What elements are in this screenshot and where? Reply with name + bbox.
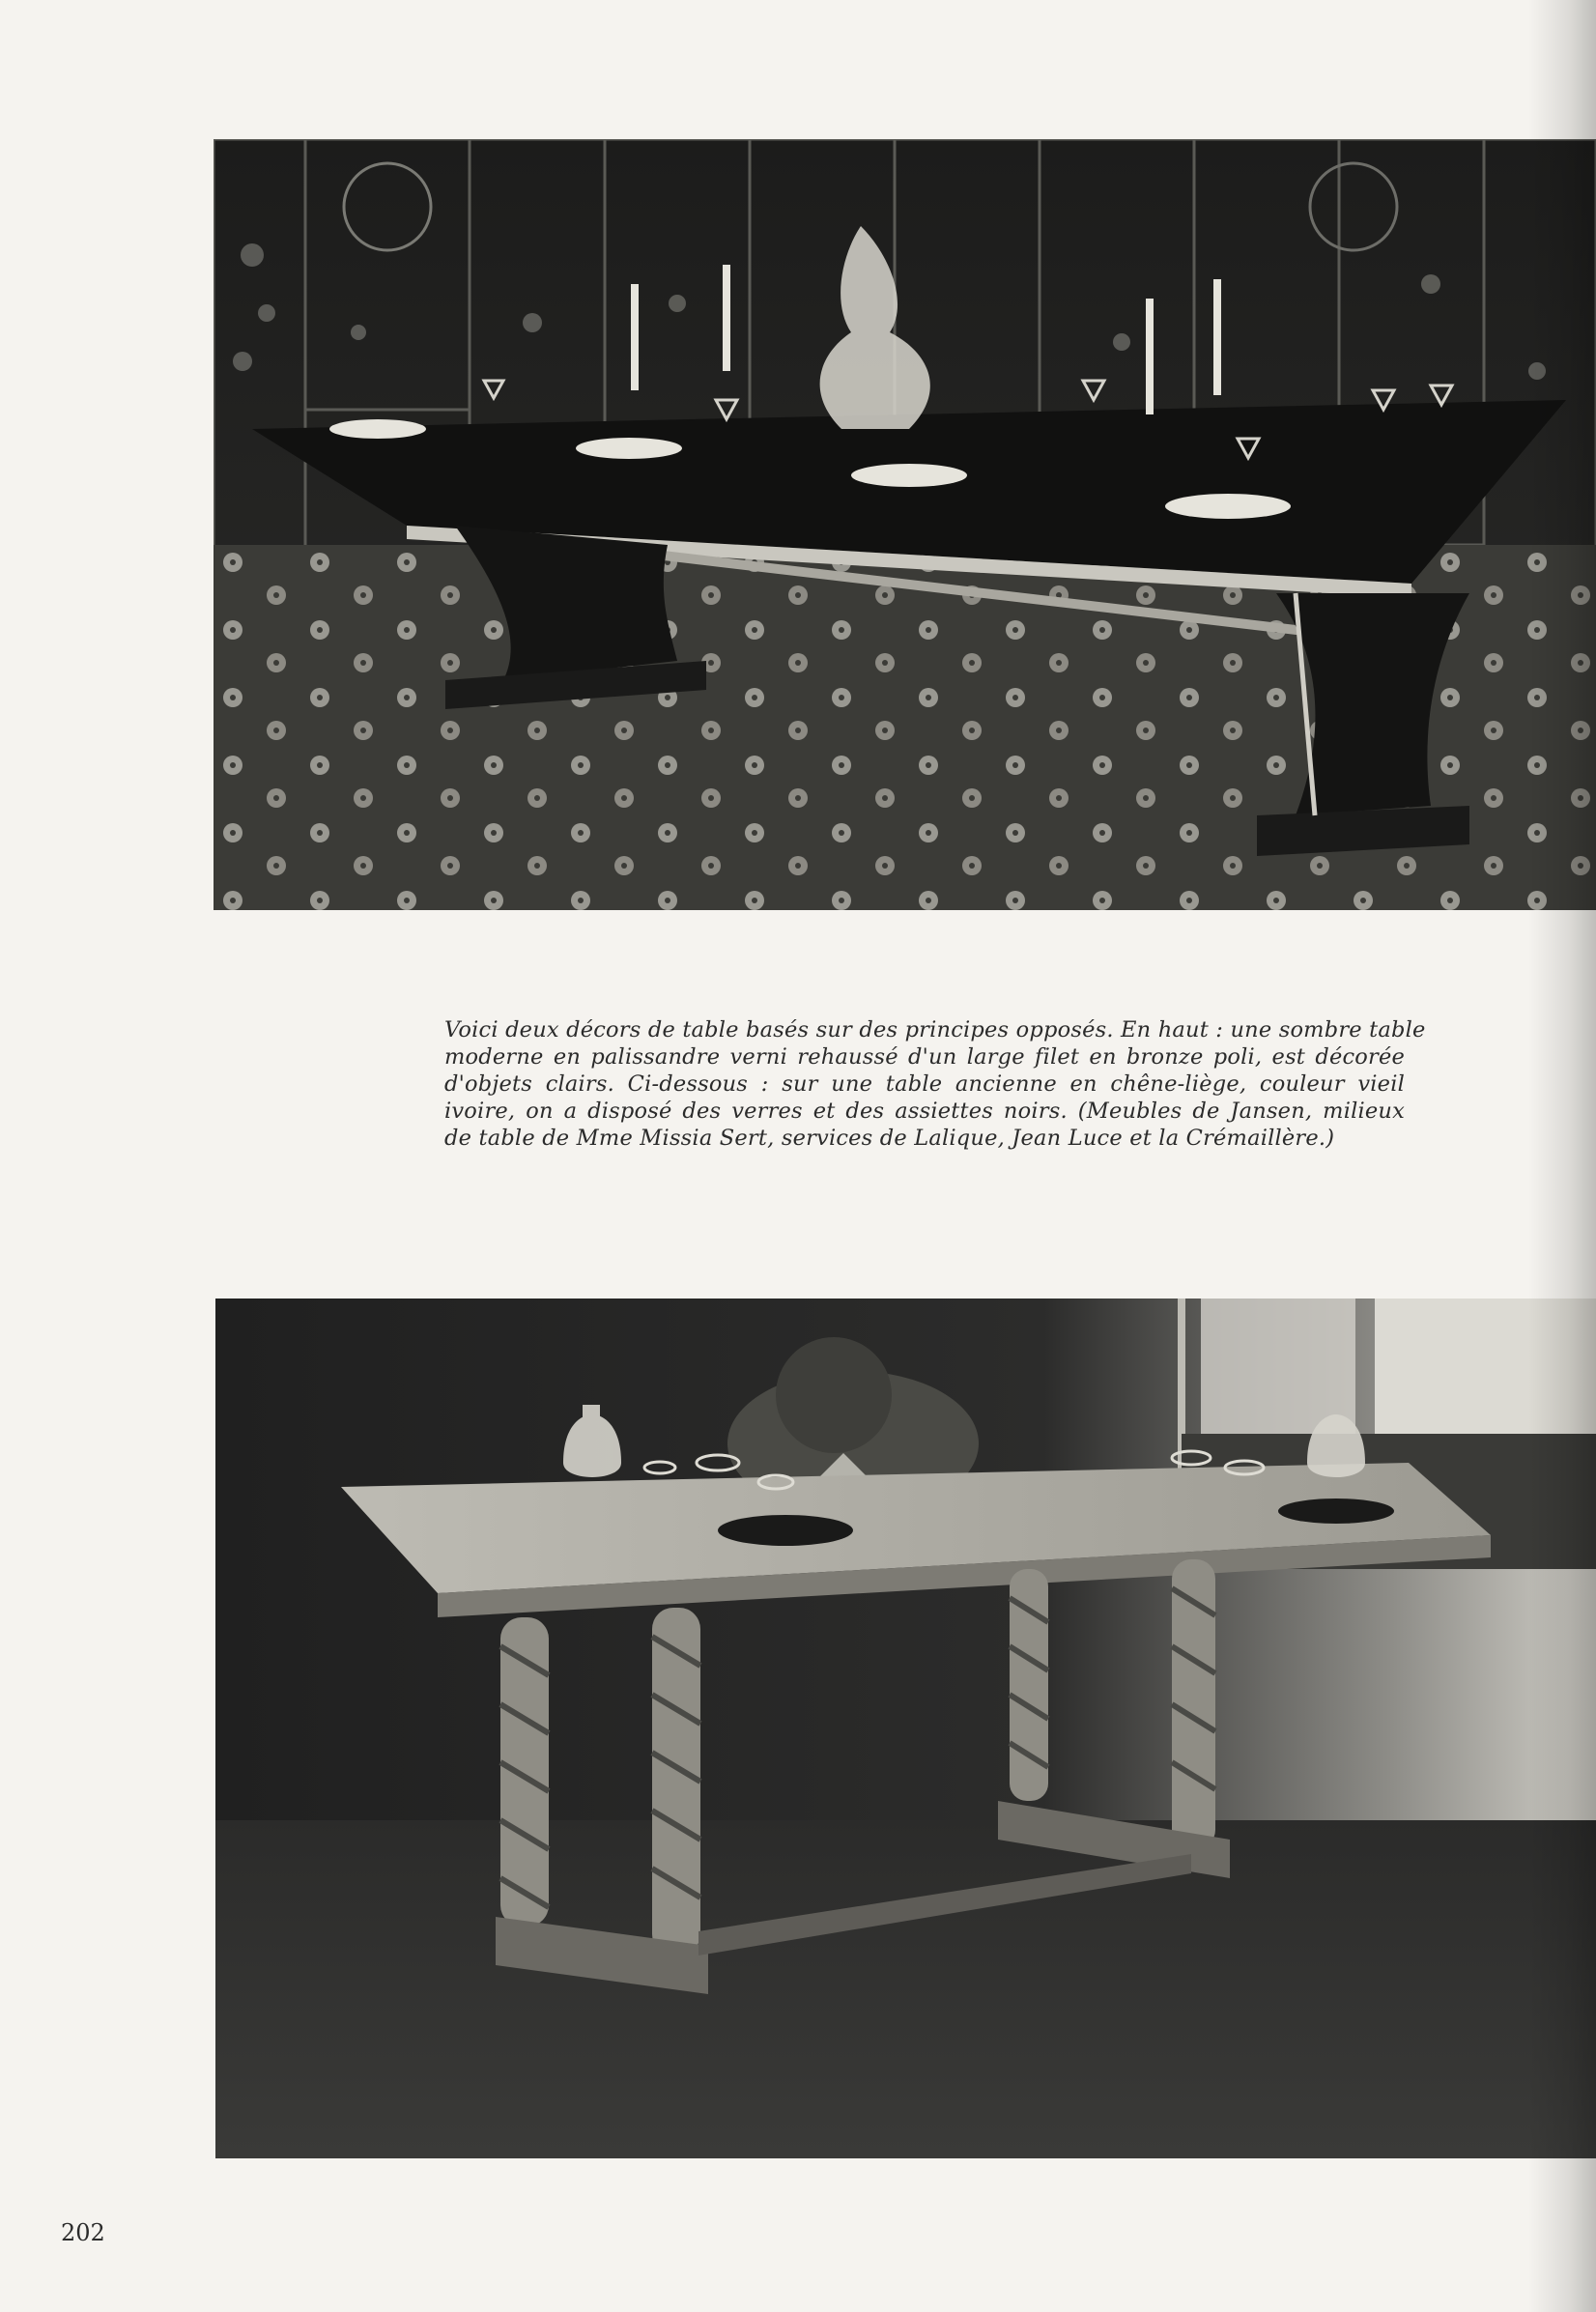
- caption-line-3: d'objets clairs. Ci-dessous : sur une table ancienne en chêne-liège, couleur vieil: [444, 1071, 1405, 1097]
- caption-line-5: de table de Mme Missia Sert, services de Lalique, Jean Luce et la Crémaillère.): [444, 1126, 1335, 1151]
- photo-lacquered-table: [214, 139, 1596, 910]
- caption: [444, 1016, 1426, 1152]
- caption-line-4: ivoire, on a disposé des verres et des assiettes noirs. (Meubles de Jansen, milieux: [444, 1099, 1405, 1124]
- photo-antique-table-image: [215, 1299, 1596, 2158]
- caption-line-2: moderne en palissandre verni rehaussé d'un large filet en bronze poli, est décorée: [444, 1044, 1405, 1070]
- page-number: 202: [61, 2219, 105, 2246]
- photo-lacquered-table-image: [214, 139, 1596, 910]
- caption-line-1: Voici deux décors de table basés sur des principes opposés. En haut : une sombre table: [444, 1017, 1426, 1042]
- photo-antique-table: [215, 1299, 1596, 2158]
- binding-gutter-shadow: [1528, 0, 1596, 2312]
